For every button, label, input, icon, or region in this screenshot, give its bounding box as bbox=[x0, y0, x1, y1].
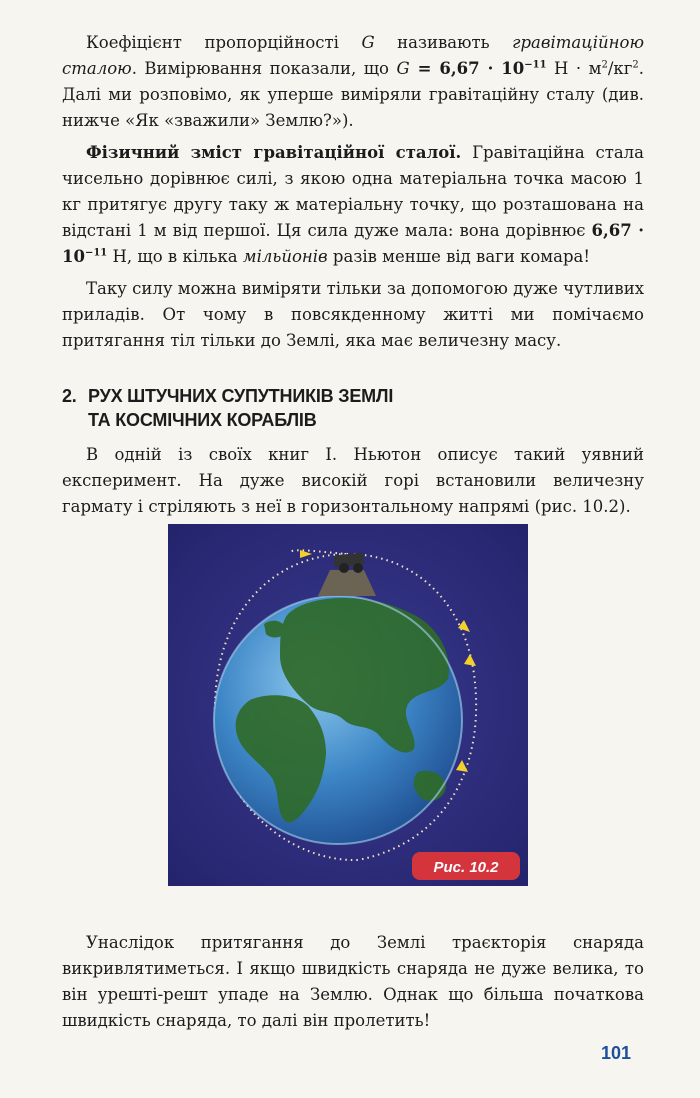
paragraph-newton-experiment: В одній із своїх книг І. Ньютон описує такий уявний експеримент. На дуже високій горі встановили величезну гармату і стріляють з неї в горизонтальному напрямі (рис. 10.2). bbox=[62, 445, 644, 516]
page-content-bottom bbox=[62, 930, 644, 1034]
paragraph-measurement: Таку силу можна виміряти тільки за допомогою дуже чутливих приладів. От чому в повсякденному житті ми помічаємо притягання тіл тільки до Землі, яка має величезну масу. bbox=[62, 279, 644, 350]
figure-caption: Рис. 10.2 bbox=[433, 859, 499, 876]
paragraph-trajectory: Унаслідок притягання до Землі траєкторія снаряда викривлятиметься. І якщо швидкість снаряда не дуже велика, то він урешті-решт упаде на Землю. Однак що більша початкова швидкість снаряда, то далі він пролетить! bbox=[62, 933, 644, 1030]
page-number: 101 bbox=[601, 1043, 632, 1063]
paragraph-gravitational-constant: Коефіцієнт пропорційності G називають гравітаційною сталою. Вимірювання показали, що $G = 6,67 \cdot 10^{-11}$ $Н \cdot м^2/кг^2$. Далі ми розповімо, як уперше виміряли гравітаційну сталу (див. нижче «Як «зважили» Землю?»). bbox=[62, 33, 645, 130]
term-gravitational-constant: гравітаційною сталою bbox=[62, 33, 644, 78]
section-heading: 2. РУХ ШТУЧНИХ СУПУТНИКІВ ЗЕМЛІ ТА КОСМІЧНИХ КОРАБЛІВ bbox=[62, 386, 394, 430]
paragraph-heading: Фізичний зміст гравітаційної сталої. bbox=[86, 143, 462, 162]
figure-earth-orbit bbox=[168, 524, 528, 886]
page-content bbox=[62, 30, 644, 520]
paragraph-physical-meaning: Фізичний зміст гравітаційної сталої. Гравітаційна стала чисельно дорівнює силі, з якою одна матеріальна точка масою 1 кг притягує другу таку ж матеріальну точку, що розташована на відстані 1 м від першої. Ця сила дуже мала: вона дорівнює $6,67 \cdot 10^{-11}$ Н, що в кілька мільйонів разів менше від ваги комара! bbox=[62, 143, 644, 266]
